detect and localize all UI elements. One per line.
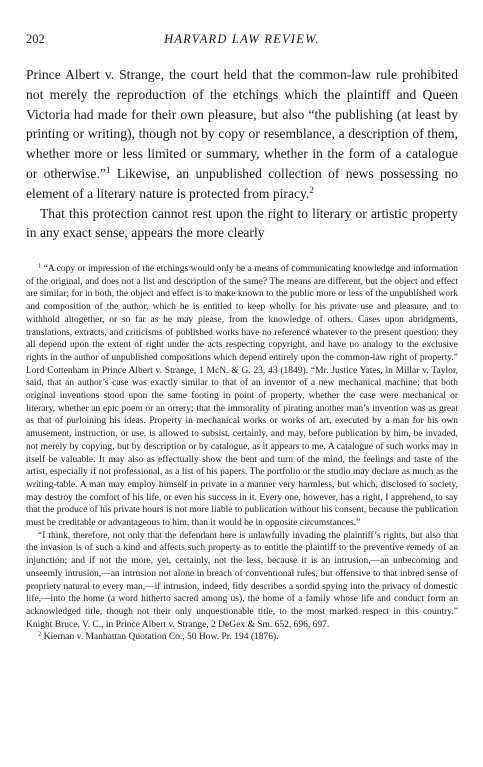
footnote-1-continued: “I think, therefore, not only that the defendant here is unlawfully invading the plaintiff’s rights, but also that the invasion is of such a kind and affects such property as to entitle the plaintiff to the preventive remedy of an injunction; and if not the more, yet, certainly, not the less, because it is an intrusion,—an unbecoming and unseemly intrusion,—an intrusion not alone in breach of conventional rules, but offensive to that inbred sense of propriety natural to every man,—if intrusion, indeed, fitly describes a sordid spying into the privacy of domestic life,—into the home (a word hitherto sacred among us), the home of a family whose life and conduct form an acknowledged title, though not their only unquestionable title, to the most marked respect in this country.” Knight Bruce, V. C., in Prince Albert v. Strange, 2 DeGex & Sm. 652, 696, 697. bbox=[26, 530, 458, 630]
footnote-2-text: Kiernan v. Manhattan Quotation Co., 50 How. Pr. 194 (1876). bbox=[41, 632, 279, 643]
footnote-ref-1: 1 bbox=[105, 164, 111, 175]
body-paragraph-1-continued: Likewise, an unpublished collection of news possessing no element of a literary nature is protected from piracy. bbox=[26, 165, 458, 201]
page-number: 202 bbox=[26, 32, 45, 46]
footnote-2-marker: 2 bbox=[38, 630, 42, 638]
footnote-2 bbox=[26, 631, 458, 644]
footnote-1-text: “A copy or impression of the etchings would only be a means of communicating knowledge and information of the original, and does not a list and description of the same? The means are different, but the object and effect are similar; for in both, the object and effect is to make known to the public more or less of the unpublished work and composition of the author, which he is entitled to keep wholly for his private use and pleasure, and to withhold altogether, or so far as he may please, from the knowledge of others. Cases upon abridgments, translations, extracts, and criticisms of published works have no reference whatever to the present question; they all depend upon the extent of right under the acts respecting copyright, and have no analogy to the exclusive rights in the author of unpublished compositions which depend entirely upon the common-law right of property.” Lord Cottenham in Prince Albert v. Strange, 1 McN. & G. 23, 43 (1849). “Mr. Justice Yates, in Millar v. Taylor, said, that an author’s case was exactly similar to that of an inventor of a new mechanical machine; that both original inventions stood upon the same footing in point of property, whether the case were mechanical or literary, whether an epic poem or an orrery; that the immorality of pirating another man’s invention was as great as that of purloining his ideas. Property in mechanical works or works of art, executed by a man for his own amusement, instruction, or use, is allowed to subsist, certainly, and may, before publication by him, be invaded, not merely by copying, but by description or by catalogue, as it appears to me. A catalogue of such works may in itself be valuable. It may also as effectually show the bent and turn of the mind, the feelings and taste of the artist, especially if not professional, as a list of his papers. The portfolio or the studio may declare as much as the writing-table. A man may employ himself in private in a manner very harmless, but which, disclosed to society, may destroy the comfort of his life, or even his success in it. Every one, however, has a right, I apprehend, to say that the produce of his private hours is not more liable to publication without his consent, because the publication must be creditable or advantageous to him, than it would be in opposite circumstances.” bbox=[26, 264, 458, 529]
footnotes bbox=[26, 263, 458, 644]
running-title: HARVARD LAW REVIEW. bbox=[164, 32, 320, 46]
footnote-1 bbox=[26, 263, 458, 530]
page-header bbox=[26, 32, 458, 48]
body-text bbox=[26, 65, 458, 243]
body-paragraph-2: That this protection cannot rest upon the right to literary or artistic property in any exact sense, appears the more clearly bbox=[26, 205, 458, 241]
body-paragraph-1-text: Prince Albert v. Strange, the court held that the common-law rule prohibited not merely the reproduction of the etchings which the plaintiff and Queen Victoria had made for their own pleasure, but also “the publishing (at least by printing or writing), though not by copy or resemblance, a description of them, whether more or less limited or summary, whether in the form of a catalogue or otherwise.” bbox=[26, 67, 458, 181]
body-paragraph-1 bbox=[26, 65, 458, 204]
footnote-ref-2: 2 bbox=[309, 184, 314, 195]
footnote-1-marker: 1 bbox=[38, 262, 42, 270]
